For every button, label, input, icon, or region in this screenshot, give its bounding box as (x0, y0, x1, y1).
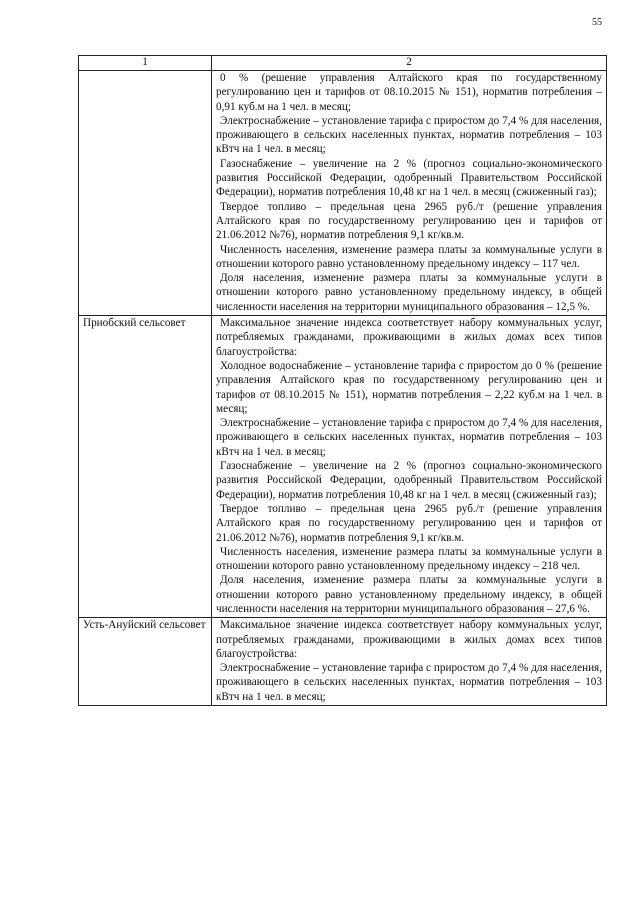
page-number: 55 (592, 17, 602, 28)
paragraph: Доля населения, изменение размера платы за коммунальные услуги в отношении которого равно установленному предельному индексу, в общей численности населения на территории муниципального образования – 27,6 %. (216, 574, 602, 615)
indicator-description (212, 618, 607, 706)
paragraph: Численность населения, изменение размера платы за коммунальные услуги в отношении которого равно установленному предельному индексу – 117 чел. (216, 243, 602, 270)
column-header-1: 1 (79, 56, 212, 71)
indicator-table (78, 55, 607, 706)
paragraph: Холодное водоснабжение – установление тарифа с приростом до 0 % (решение управления Алтайского края по государственному регулированию цен и тарифов от 08.10.2015 № 151), норматив потребления – 2,22 куб.м на 1 чел. в месяц; (216, 359, 602, 415)
table-row (79, 71, 607, 316)
paragraph: Электроснабжение – установление тарифа с приростом до 7,4 % для населения, проживающего в сельских населенных пунктах, норматив потребления – 103 кВтч на 1 чел. в месяц; (216, 114, 602, 156)
paragraph: Газоснабжение – увеличение на 2 % (прогноз социально-экономического развития Российской Федерации, одобренный Правительством Российской Федерации), норматив потребления 10,48 кг на 1 чел. в месяц (сжиженный газ); (216, 460, 602, 501)
paragraph: Твердое топливо – предельная цена 2965 руб./т (решение управления Алтайского края по государственному регулированию цен и тарифов от 21.06.2012 №76), норматив потребления 9,1 кг/кв.м. (216, 502, 602, 544)
paragraph: Электроснабжение – установление тарифа с приростом до 7,4 % для населения, проживающего в сельских населенных пунктах, норматив потребления – 103 кВтч на 1 чел. в месяц; (216, 662, 602, 703)
paragraph: Твердое топливо – предельная цена 2965 руб./т (решение управления Алтайского края по государственному регулированию цен и тарифов от 21.06.2012 №76), норматив потребления 9,1 кг/кв.м. (216, 200, 602, 242)
paragraph: Газоснабжение – увеличение на 2 % (прогноз социально-экономического развития Российской Федерации, одобренный Правительством Российской Федерации), норматив потребления 10,48 кг на 1 чел. в месяц (сжиженный газ); (216, 157, 602, 199)
municipality-name (79, 71, 212, 316)
paragraph: Максимальное значение индекса соответствует набору коммунальных услуг, потребляемых гражданами, проживающими в жилых домах всех типов благоустройства: (216, 619, 602, 660)
column-header-2: 2 (212, 56, 607, 71)
table-header-row (79, 56, 607, 71)
indicator-description (212, 71, 607, 316)
paragraph: Максимальное значение индекса соответствует набору коммунальных услуг, потребляемых гражданами, проживающими в жилых домах всех типов благоустройства: (216, 317, 602, 358)
paragraph: 0 % (решение управления Алтайского края по государственному регулированию цен и тарифов от 08.10.2015 № 151), норматив потребления – 0,91 куб.м на 1 чел. в месяц; (216, 72, 602, 113)
paragraph: Численность населения, изменение размера платы за коммунальные услуги в отношении которого равно установленному предельному индексу – 218 чел. (216, 545, 602, 573)
table-row (79, 316, 607, 618)
indicator-description (212, 316, 607, 618)
paragraph: Доля населения, изменение размера платы за коммунальные услуги в отношении которого равно установленному предельному индексу, в общей численности населения на территории муниципального образования – 12,5 %. (216, 272, 602, 313)
municipality-name: Приобский сельсовет (79, 316, 212, 618)
municipality-name: Усть-Ануйский сельсовет (79, 618, 212, 706)
paragraph: Электроснабжение – установление тарифа с приростом до 7,4 % для населения, проживающего в сельских населенных пунктах, норматив потребления – 103 кВтч на 1 чел. в месяц; (216, 417, 602, 458)
table-row (79, 618, 607, 706)
